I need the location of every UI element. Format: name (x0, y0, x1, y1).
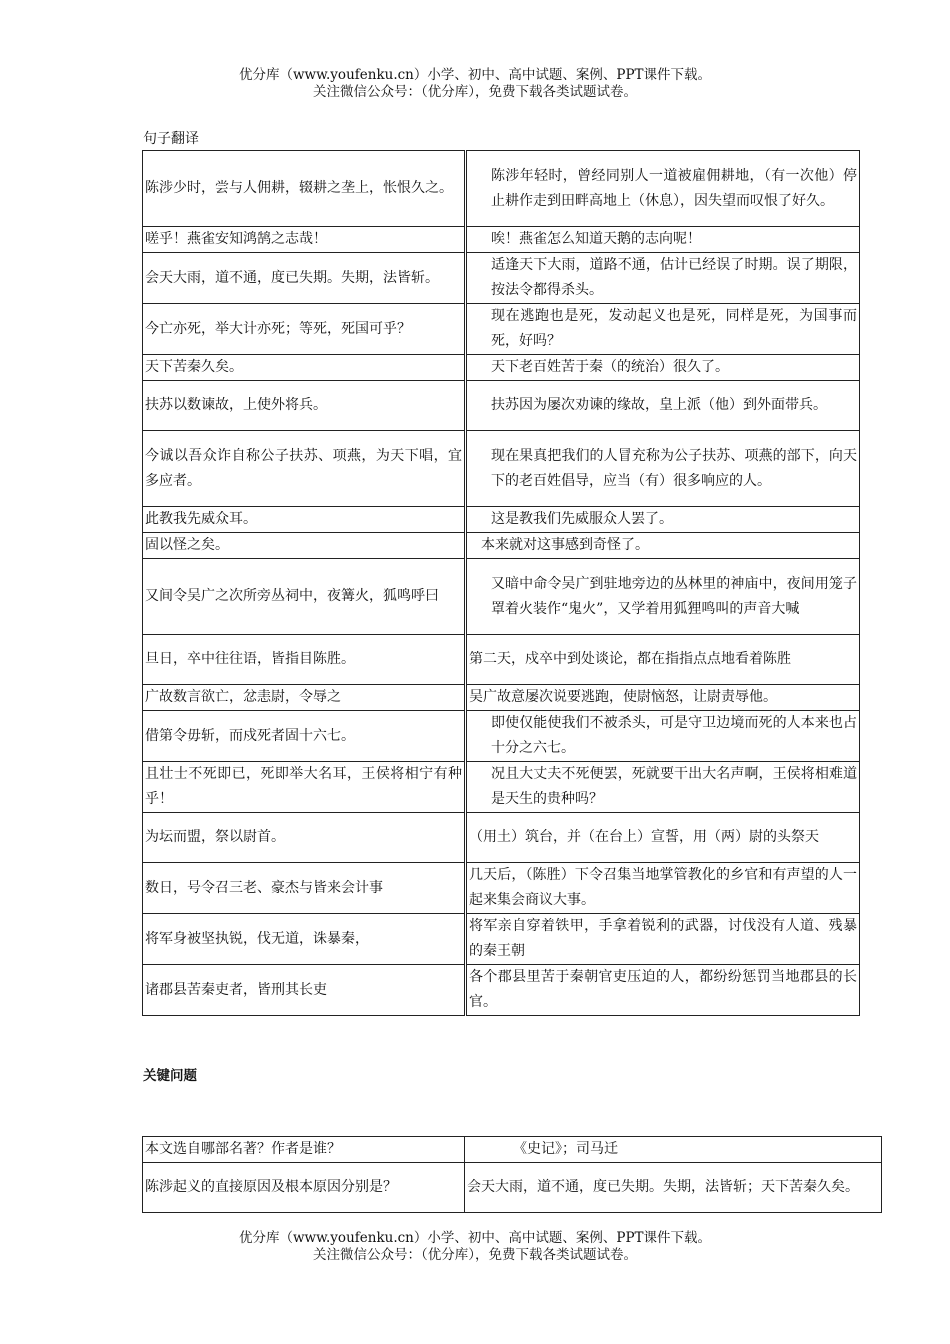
table-row (143, 507, 860, 533)
source-cell: 为坛而盟，祭以尉首。 (143, 813, 466, 863)
table-row (143, 762, 860, 813)
source-cell: 又间令吴广之次所旁丛祠中，夜篝火，狐鸣呼曰 (143, 559, 466, 635)
table-row (143, 914, 860, 965)
source-cell: 借第令毋斩，而戍死者固十六七。 (143, 711, 466, 762)
answer-cell: 《史记》；司马迁 (465, 1137, 882, 1163)
translation-cell: 几天后，（陈胜）下令召集当地掌管教化的乡官和有声望的人一起来集会商议大事。 (466, 863, 860, 914)
table-row (143, 304, 860, 355)
source-cell: 天下苦秦久矣。 (143, 355, 466, 381)
translation-table (142, 150, 860, 1016)
translation-cell: 吴广故意屡次说要逃跑，使尉恼怒，让尉责辱他。 (466, 685, 860, 711)
question-cell: 本文选自哪部名著？作者是谁？ (143, 1137, 465, 1163)
translation-cell: 这是教我们先威服众人罢了。 (466, 507, 860, 533)
table-row (143, 965, 860, 1016)
question-cell: 陈涉起义的直接原因及根本原因分别是？ (143, 1163, 465, 1213)
table-row (143, 863, 860, 914)
translation-cell: （用土）筑台，并（在台上）宣誓，用（两）尉的头祭天 (466, 813, 860, 863)
table-row (143, 533, 860, 559)
table-row (143, 711, 860, 762)
source-cell: 会天大雨，道不通，度已失期。失期，法皆斩。 (143, 253, 466, 304)
source-cell: 此教我先威众耳。 (143, 507, 466, 533)
table-row (143, 813, 860, 863)
translation-cell: 将军亲自穿着铁甲，手拿着锐利的武器，讨伐没有人道、残暴的秦王朝 (466, 914, 860, 965)
section-title-key-questions: 关键问题 (143, 1068, 197, 1084)
table-row (143, 253, 860, 304)
translation-cell: 扶苏因为屡次劝谏的缘故，皇上派（他）到外面带兵。 (466, 381, 860, 431)
table-row (143, 635, 860, 685)
table-row (143, 559, 860, 635)
translation-cell: 天下老百姓苦于秦（的统治）很久了。 (466, 355, 860, 381)
key-questions-table (142, 1136, 882, 1213)
table-row (143, 227, 860, 253)
translation-cell: 各个郡县里苦于秦朝官吏压迫的人，都纷纷惩罚当地郡县的长官。 (466, 965, 860, 1016)
table-row (143, 355, 860, 381)
source-cell: 今亡亦死，举大计亦死；等死，死国可乎？ (143, 304, 466, 355)
source-cell: 且壮士不死即已，死即举大名耳，王侯将相宁有种乎！ (143, 762, 466, 813)
translation-cell: 陈涉年轻时，曾经同别人一道被雇佣耕地，（有一次他）停止耕作走到田畔高地上（休息），因失望而叹恨了好久。 (466, 151, 860, 227)
source-cell: 扶苏以数谏故，上使外将兵。 (143, 381, 466, 431)
translation-cell: 唉！燕雀怎么知道天鹅的志向呢！ (466, 227, 860, 253)
source-cell: 固以怪之矣。 (143, 533, 466, 559)
header-line-1: 优分库（www.youfenku.cn）小学、初中、高中试题、案例、PPT课件下载。 (238, 67, 712, 83)
source-cell: 将军身被坚执锐，伐无道，诛暴秦， (143, 914, 466, 965)
table-row (143, 381, 860, 431)
translation-cell: 本来就对这事感到奇怪了。 (466, 533, 860, 559)
table-row (143, 1137, 882, 1163)
footer-line-2: 关注微信公众号：（优分库），免费下载各类试题试卷。 (313, 1247, 637, 1263)
translation-cell: 又暗中命令吴广到驻地旁边的丛林里的神庙中，夜间用笼子罩着火装作“鬼火”，又学着用狐狸鸣叫的声音大喊 (466, 559, 860, 635)
translation-cell: 第二天，戍卒中到处谈论，都在指指点点地看着陈胜 (466, 635, 860, 685)
source-cell: 诸郡县苦秦吏者，皆刑其长吏 (143, 965, 466, 1016)
answer-cell: 会天大雨，道不通，度已失期。失期，法皆斩；天下苦秦久矣。 (465, 1163, 882, 1213)
table-row (143, 431, 860, 507)
source-cell: 嗟乎！燕雀安知鸿鹄之志哉！ (143, 227, 466, 253)
page-header (0, 67, 950, 101)
source-cell: 数日，号令召三老、豪杰与皆来会计事 (143, 863, 466, 914)
section-title-translation: 句子翻译 (143, 131, 199, 147)
source-cell: 旦日，卒中往往语，皆指目陈胜。 (143, 635, 466, 685)
footer-line-1: 优分库（www.youfenku.cn）小学、初中、高中试题、案例、PPT课件下载。 (238, 1230, 712, 1246)
translation-cell: 现在果真把我们的人冒充称为公子扶苏、项燕的部下，向天下的老百姓倡导，应当（有）很多响应的人。 (466, 431, 860, 507)
translation-cell: 况且大丈夫不死便罢，死就要干出大名声啊，王侯将相难道是天生的贵种吗？ (466, 762, 860, 813)
table-row (143, 151, 860, 227)
source-cell: 广故数言欲亡，忿恚尉，令辱之 (143, 685, 466, 711)
translation-cell: 现在逃跑也是死，发动起义也是死，同样是死，为国事而死，好吗？ (466, 304, 860, 355)
table-row (143, 1163, 882, 1213)
source-cell: 陈涉少时，尝与人佣耕，辍耕之垄上，怅恨久之。 (143, 151, 466, 227)
translation-cell: 即使仅能使我们不被杀头，可是守卫边境而死的人本来也占十分之六七。 (466, 711, 860, 762)
translation-cell: 适逢天下大雨，道路不通，估计已经误了时期。误了期限，按法令都得杀头。 (466, 253, 860, 304)
header-line-2: 关注微信公众号：（优分库），免费下载各类试题试卷。 (313, 84, 637, 100)
page-footer (0, 1230, 950, 1264)
table-row (143, 685, 860, 711)
source-cell: 今诚以吾众诈自称公子扶苏、项燕，为天下唱，宜多应者。 (143, 431, 466, 507)
